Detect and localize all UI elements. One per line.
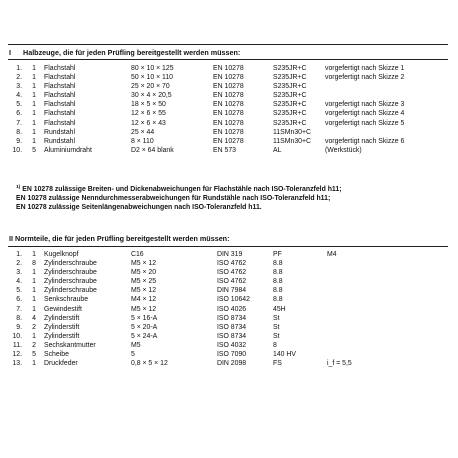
- tolerance-footnote: [16, 183, 452, 213]
- table-row: 10. 5 Aluminiumdraht D2 × 64 blank EN 573 AL (Werkstück): [12, 146, 362, 154]
- section2-table: [9, 250, 449, 368]
- table-row: 1. 1 Kugelknopf C16 DIN 319 PF M4: [16, 251, 337, 258]
- table-row: 6. 1 Flachstahl 12 × 6 × 55 EN 10278 S235JR+C vorgefertigt nach Skizze 4: [16, 110, 405, 118]
- table-row: 5. 1 Flachstahl 18 × 5 × 50 EN 10278 S235JR+C vorgefertigt nach Skizze 3: [16, 101, 405, 109]
- table-row: 8. 4 Zylinderstift 5 × 16-A ISO 8734 St: [16, 314, 280, 322]
- table-row: 2. 1 Flachstahl 50 × 10 × 110 EN 10278 S235JR+C vorgefertigt nach Skizze 2: [16, 74, 405, 82]
- section1-number: I: [9, 48, 11, 57]
- table-row: 10. 1 Zylinderstift 5 × 24-A ISO 8734 St: [12, 332, 280, 340]
- section1-table: [9, 64, 449, 155]
- footnote-line: EN 10278 zulässige Nenndurchmesserabweichungen für Rundstähle nach ISO-Toleranzfeld h11;: [16, 195, 331, 203]
- table-row: 12. 5 Scheibe 5 ISO 7090 140 HV: [12, 351, 296, 359]
- table-row: 1. 1 Flachstahl 80 × 10 × 125 EN 10278 S235JR+C vorgefertigt nach Skizze 1: [16, 65, 405, 72]
- table-row: 4. 1 Flachstahl 30 × 4 × 20,5 EN 10278 S235JR+C: [16, 92, 307, 100]
- table-row: 8. 1 Rundstahl 25 × 44 EN 10278 11SMn30+C: [16, 128, 311, 136]
- table-row: 11. 2 Sechskantmutter M5 ISO 4032 8: [12, 341, 277, 349]
- table-row: 9. 1 Rundstahl 8 × 110 EN 10278 11SMn30+C vorgefertigt nach Skizze 6: [16, 137, 405, 145]
- section1-heading: [9, 48, 240, 57]
- section2-heading-text: Normteile, die für jeden Prüfling bereitgestellt werden müssen:: [15, 234, 230, 243]
- table-row: 13. 1 Druckfeder 0,8 × 5 × 12 DIN 2098 FS i_f = 5,5: [12, 360, 352, 368]
- section1-sub-rule: [8, 59, 448, 60]
- table-row: 7. 1 Flachstahl 12 × 6 × 43 EN 10278 S235JR+C vorgefertigt nach Skizze 5: [16, 119, 405, 127]
- section1-heading-text: Halbzeuge, die für jeden Prüfling bereitgestellt werden müssen:: [23, 48, 241, 57]
- table-row: 3. 1 Zylinderschraube M5 × 20 ISO 4762 8.8: [16, 269, 283, 277]
- table-row: 3. 1 Flachstahl 25 × 20 × 70 EN 10278 S235JR+C: [16, 83, 307, 91]
- section2-heading: [9, 234, 229, 243]
- footnote-line: EN 10278 zulässige Breiten- und Dickenabweichungen für Flachstähle nach ISO-Toleranzfeld h11;: [22, 186, 342, 193]
- table-row: 7. 1 Gewindestift M5 × 12 ISO 4026 45H: [16, 305, 286, 313]
- section2-number: II: [9, 234, 13, 243]
- table-row: 5. 1 Zylinderschraube M5 × 12 DIN 7984 8.8: [16, 287, 283, 295]
- table-row: 6. 1 Senkschraube M4 × 12 ISO 10642 8.8: [16, 296, 283, 304]
- section2-sub-rule: [8, 246, 448, 247]
- section1-top-rule: [8, 44, 448, 45]
- table-row: 2. 8 Zylinderschraube M5 × 12 ISO 4762 8.8: [16, 260, 283, 268]
- footnote-marker: 1): [16, 185, 21, 190]
- footnote-line: EN 10278 zulässige Seitenlängenabweichungen nach ISO-Toleranzfeld h11.: [16, 204, 262, 212]
- table-row: 9. 2 Zylinderstift 5 × 20-A ISO 8734 St: [16, 323, 280, 331]
- table-row: 4. 1 Zylinderschraube M5 × 25 ISO 4762 8.8: [16, 278, 283, 286]
